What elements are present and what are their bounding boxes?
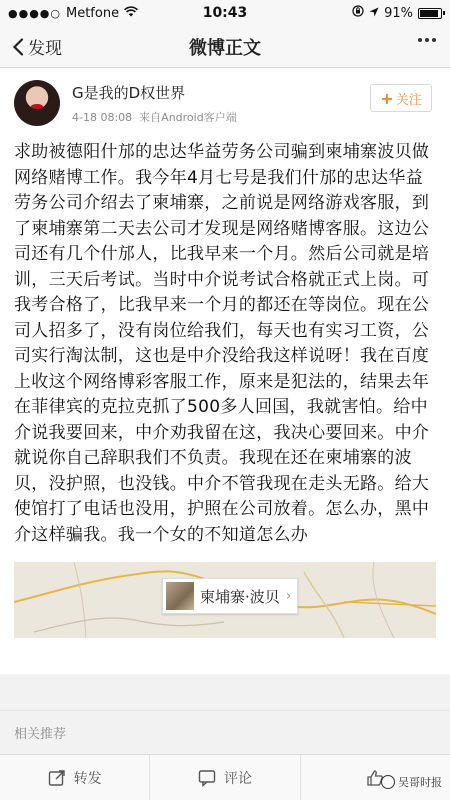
carrier-label: Metfone [66,5,120,21]
repost-label: 转发 [73,770,102,787]
post-date: 4-18 08:08 [72,111,133,124]
author-name[interactable]: G是我的D权世界 [72,84,186,102]
post-source: 来自Android客户端 [139,111,237,124]
page-title: 微博正文 [189,37,261,59]
back-button[interactable] [0,34,62,59]
status-bar [0,0,450,26]
author-meta [72,80,237,125]
plus-icon: + [380,88,394,108]
status-time: 10:43 [202,5,248,21]
location-thumbnail [166,582,194,610]
battery-icon [418,8,442,19]
status-left [8,6,138,21]
wifi-icon [124,6,138,21]
post-meta [72,109,237,125]
chevron-left-icon [12,38,24,56]
chevron-right-icon: › [285,588,292,604]
location-map[interactable] [14,562,436,638]
location-arrow-icon [369,6,379,21]
repost-button[interactable] [0,755,150,800]
post-body: 求助被德阳什邡的忠达华益劳务公司骗到柬埔寨波贝做网络赌博工作。我今年4月七号是我们什邡的忠达华益劳务公司介绍去了柬埔寨，之前说是网络游戏客服，到了柬埔寨第二天去公司才发现是网络赌博客服。这边公司还有几个什邡人，比我早来一个月。然后公司就是培训，三天后考试。当时中介说考试合格就正式上岗。可我考合格了，比我早来一个月的都还在等岗位。现在公司人招多了，没有岗位给我们，每天也有实习工资，公司实行淘汰制，这也是中介没给我这样说呀！我在百度上收这个网络博彩客服工作，原来是犯法的，结果去年在菲律宾的克拉克抓了500多人回国，我就害怕。给中介说我要回来，中介劝我留在这，我决心要回来。中介就说你自己辞职我们不负责。我现在还在柬埔寨的波贝，没护照，也没钱。中介不管我现在走头无路。给大使馆打了电话也没用，护照在公司放着。怎么办，黑中介这样骗我。我一个女的不知道怎么办 [14,142,430,545]
location-chip[interactable] [162,578,298,614]
signal-icon: ●●●●○ [8,6,61,20]
repost-icon [48,769,66,787]
author-row [14,80,436,126]
navigation-bar [0,26,450,68]
watermark-text: 吴哥时报 [398,776,442,789]
battery-percent: 91% [384,5,413,21]
related-section-label: 相关推荐 [0,710,450,754]
watermark [381,774,442,790]
avatar[interactable] [14,80,60,126]
follow-label: 关注 [395,92,422,108]
back-label: 发现 [28,39,62,59]
follow-button[interactable] [370,84,432,112]
lock-rotation-icon [352,5,364,21]
comment-label: 评论 [223,770,252,787]
divider-gap [0,674,450,710]
comment-button[interactable] [150,755,300,800]
comment-icon [198,769,216,787]
watermark-logo-icon [381,775,395,789]
post-card [0,68,450,674]
status-right [352,5,442,21]
location-label: 柬埔寨·波贝 [200,587,280,606]
more-options-icon[interactable] [418,38,436,42]
